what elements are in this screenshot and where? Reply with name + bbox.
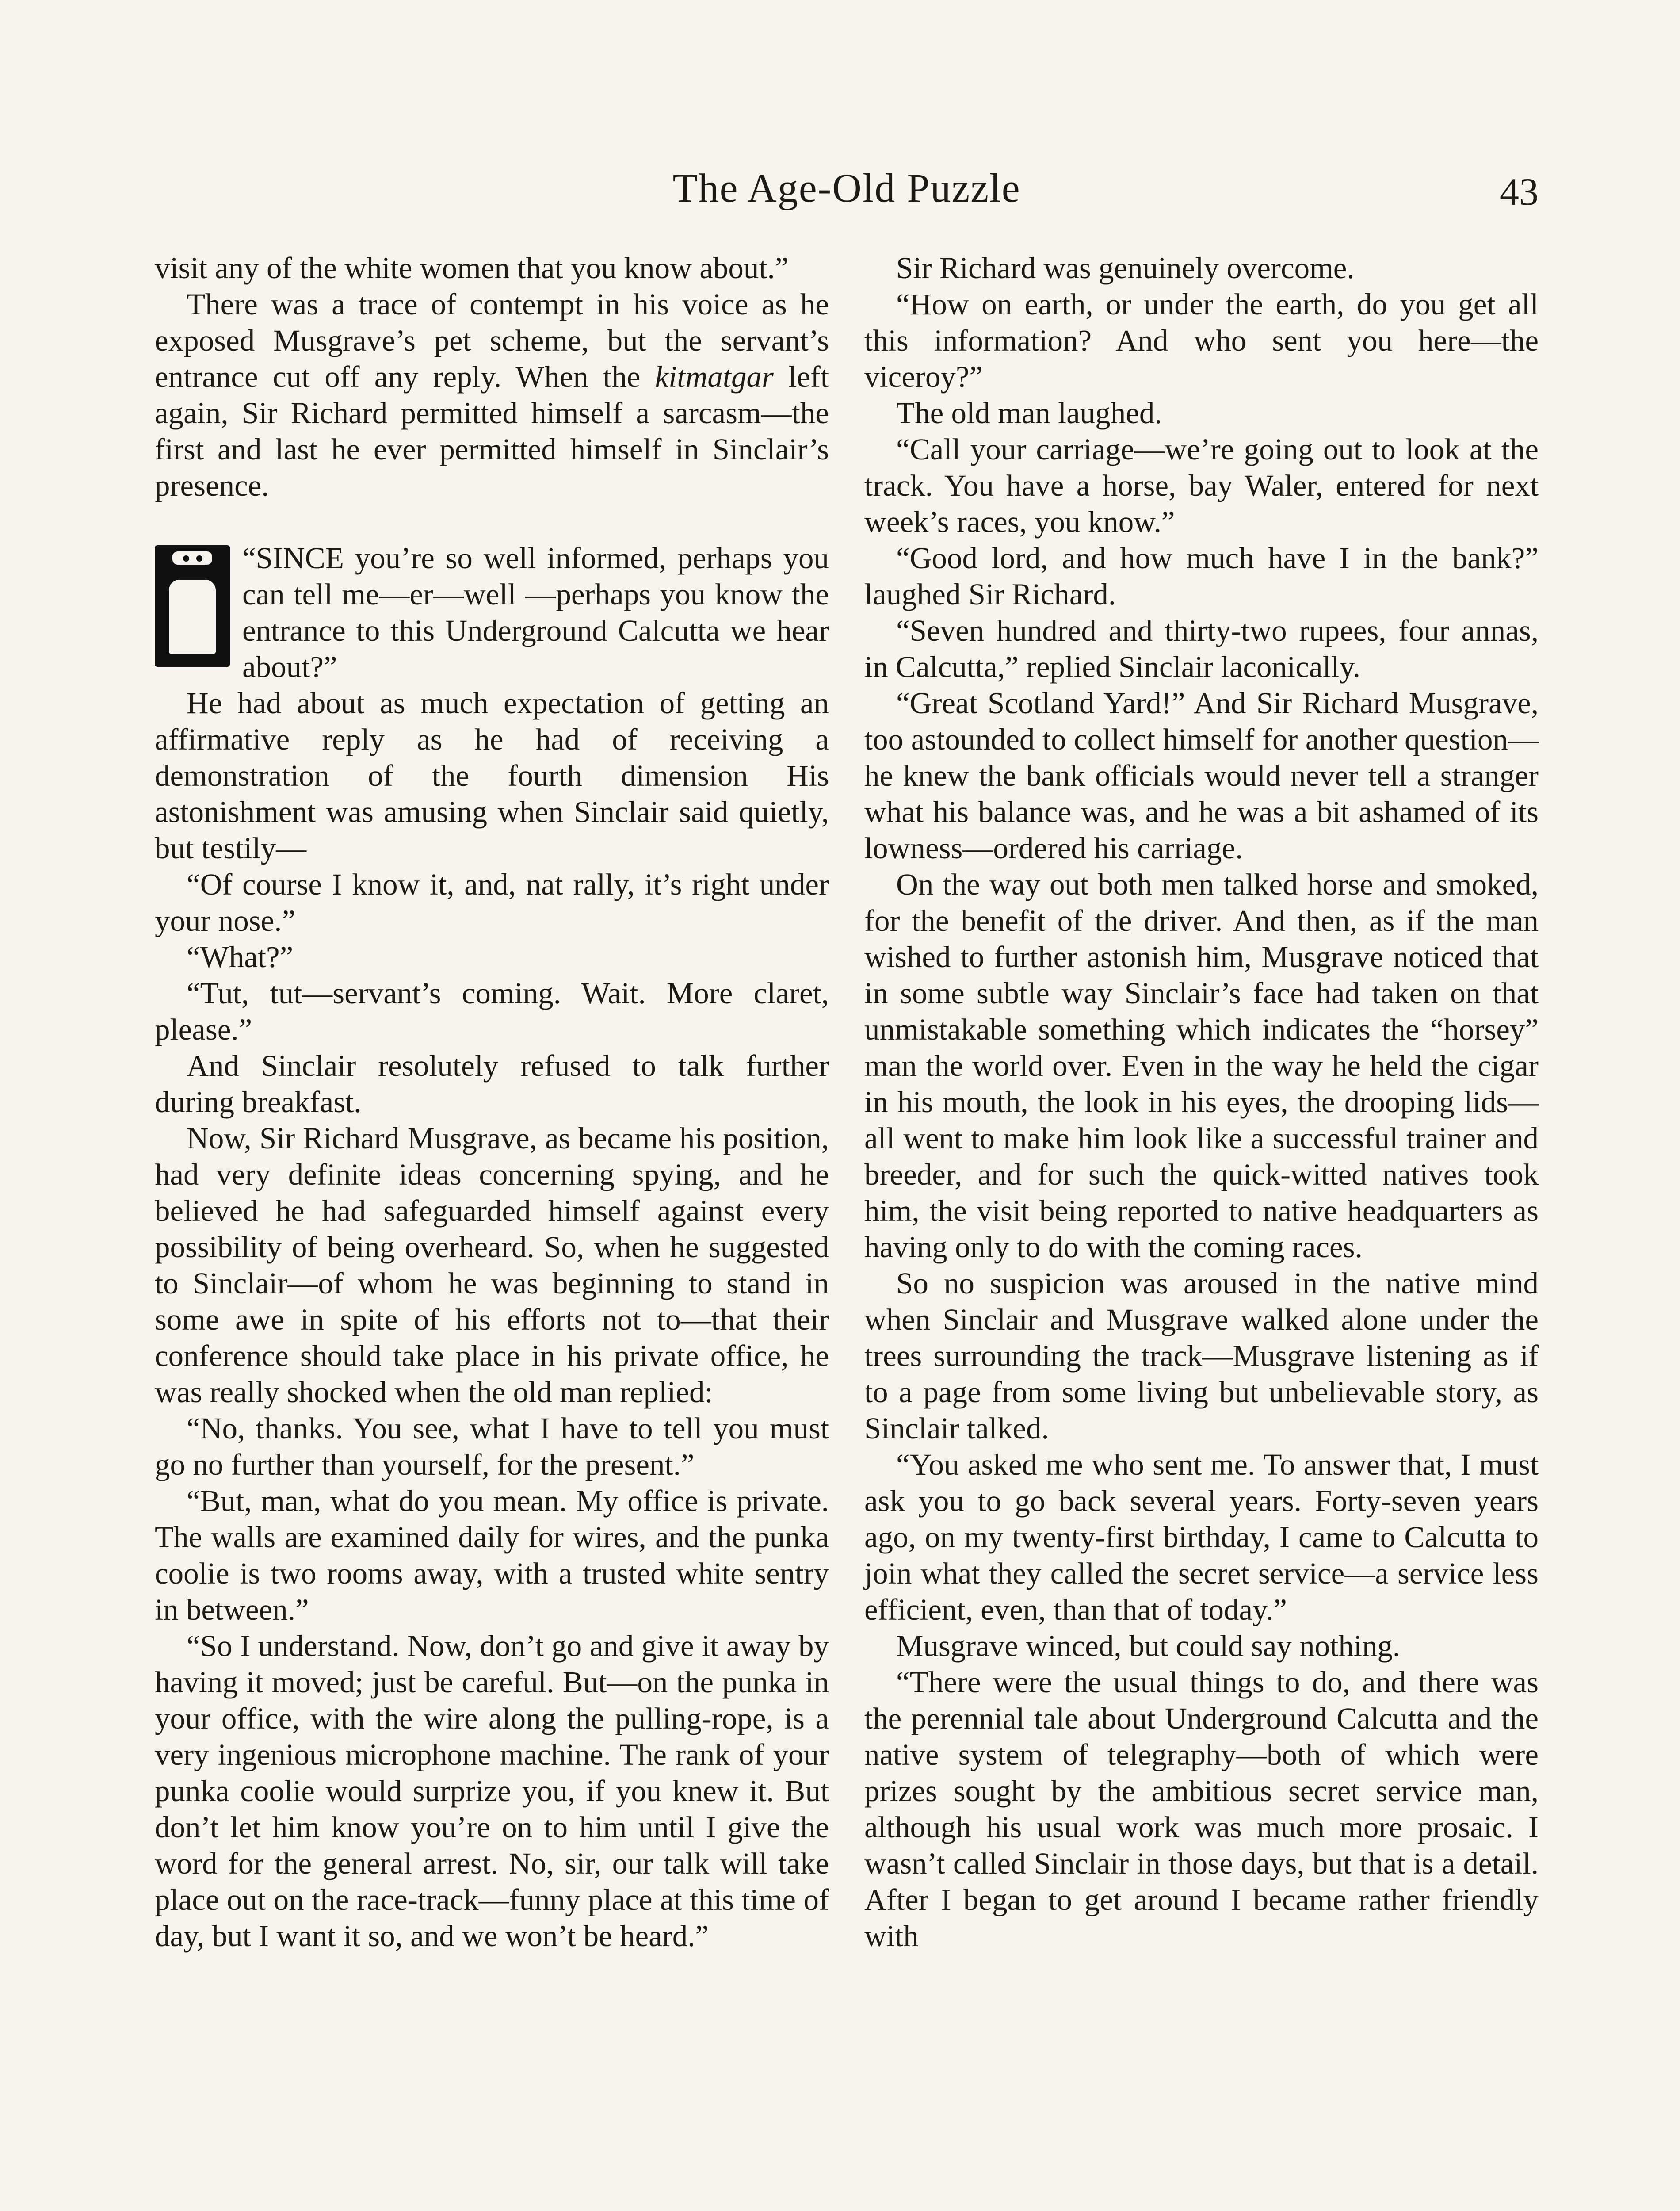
paragraph: On the way out both men talked horse and smoked, for the benefit of the driver. And then, as if the man wished to further astonish him, Musgrave noticed that in some subtle way Sinclair’s face had taken on that unmistakable something which indicates the “horsey” man the world over. Even in the way he held the cigar in his mouth, the look in his eyes, the drooping lids—all went to make him look like a successful trainer and breeder, and for such the quick-witted natives took him, the visit being reported to native headquarters as having only to do with the coming races. <box>864 868 1539 1264</box>
paragraph: “Call your carriage—we’re going out to look at the track. You have a horse, bay Waler, entered for next week’s races, you know.” <box>864 432 1539 539</box>
paragraph: And Sinclair resolutely refused to talk further during breakfast. <box>155 1049 829 1119</box>
paragraph: The old man laughed. <box>896 396 1162 430</box>
paragraph: “No, thanks. You see, what I have to tell you must go no further than yourself, for the present.” <box>155 1412 829 1481</box>
paragraph: “So I understand. Now, don’t go and give it away by having it moved; just be careful. But—on the punka in your office, with the wire along the pulling-rope, is a very ingenious microphone machine. The rank of your punka coolie would surprize you, if you knew it. But don’t let him know you’re on to him until I give the word for the general arrest. No, sir, our talk will take place out on the race-track—funny place at this time of day, but I want it so, and we won’t be heard.” <box>155 1629 829 1953</box>
paragraph: “Good lord, and how much have I in the bank?” laughed Sir Richard. <box>864 541 1539 611</box>
paragraph: Musgrave winced, but could say nothing. <box>896 1629 1401 1663</box>
paragraph: He had about as much expectation of getting an affirmative reply as he had of receiving a demonstration of the fourth dimension His astonishment was amusing when Sinclair said quietly, but testily— <box>155 686 829 865</box>
italic-term: kitmatgar <box>655 360 774 394</box>
paragraph: There was a trace of contempt in his voice as he exposed Musgrave’s pet scheme, but the servant’s entrance cut off any reply. When the kitmatgar left again, Sir Richard permitted himself a sarcasm—the first and last he ever permitted himself in Sinclair’s presence. <box>155 287 829 502</box>
paragraph: “You asked me who sent me. To answer that, I must ask you to go back several years. Forty-seven years ago, on my twenty-first birthday, I came to Calcutta to join what they called the secret service—a service less efficient, even, than that of today.” <box>864 1448 1539 1626</box>
paragraph: “There were the usual things to do, and there was the perennial tale about Underground Calcutta and the native system of telegraphy—both of which were prizes sought by the ambitious secret service man, although his usual work was much more prosaic. I wasn’t called Sinclair in those days, but that is a detail. After I began to get around I became rather friendly with <box>864 1665 1539 1953</box>
paragraph: “Seven hundred and thirty-two rupees, four annas, in Calcutta,” replied Sinclair laconically. <box>864 614 1539 684</box>
right-column <box>864 250 1539 1954</box>
paragraph: “What?” <box>187 940 294 974</box>
page-header <box>155 161 1539 214</box>
paragraph: So no suspicion was aroused in the native mind when Sinclair and Musgrave walked alone under the trees surrounding the track—Musgrave listening as if to a page from some living but unbelievable story, as Sinclair talked. <box>864 1266 1539 1445</box>
page-number: 43 <box>1500 171 1539 214</box>
paragraph: “Great Scotland Yard!” And Sir Richard Musgrave, too astounded to collect himself for another question—he knew the bank officials would never tell a stranger what his balance was, and he was a bit ashamed of its lowness—ordered his carriage. <box>864 686 1539 865</box>
paragraph: Sir Richard was genuinely overcome. <box>896 251 1355 285</box>
left-column <box>155 250 829 1954</box>
paragraph: visit any of the white women that you know about.” <box>155 251 789 285</box>
paragraph: “How on earth, or under the earth, do you get all this information? And who sent you here—the viceroy?” <box>864 287 1539 394</box>
paragraph: “Of course I know it, and, nat rally, it’s right under your nose.” <box>155 868 829 937</box>
paragraph: Now, Sir Richard Musgrave, as became his position, had very definite ideas concerning spying, and he believed he had safeguarded himself against every possibility of being overheard. So, when he suggested to Sinclair—of whom he was beginning to stand in some awe in spite of his efforts not to—that their conference should take place in his private office, he was really shocked when the old man replied: <box>155 1121 829 1409</box>
paragraph: “But, man, what do you mean. My office is private. The walls are examined daily for wires, and the punka coolie is two rooms away, with a trusted white sentry in between.” <box>155 1484 829 1626</box>
paragraph: “Tut, tut—servant’s coming. Wait. More claret, please.” <box>155 976 829 1046</box>
paragraph: “SINCE you’re so well informed, perhaps you can tell me—er—well —perhaps you know the entrance to this Underground Calcutta we hear about?” <box>155 540 829 685</box>
running-title: The Age-Old Puzzle <box>672 165 1021 210</box>
drop-cap-ornament-icon <box>155 545 230 667</box>
